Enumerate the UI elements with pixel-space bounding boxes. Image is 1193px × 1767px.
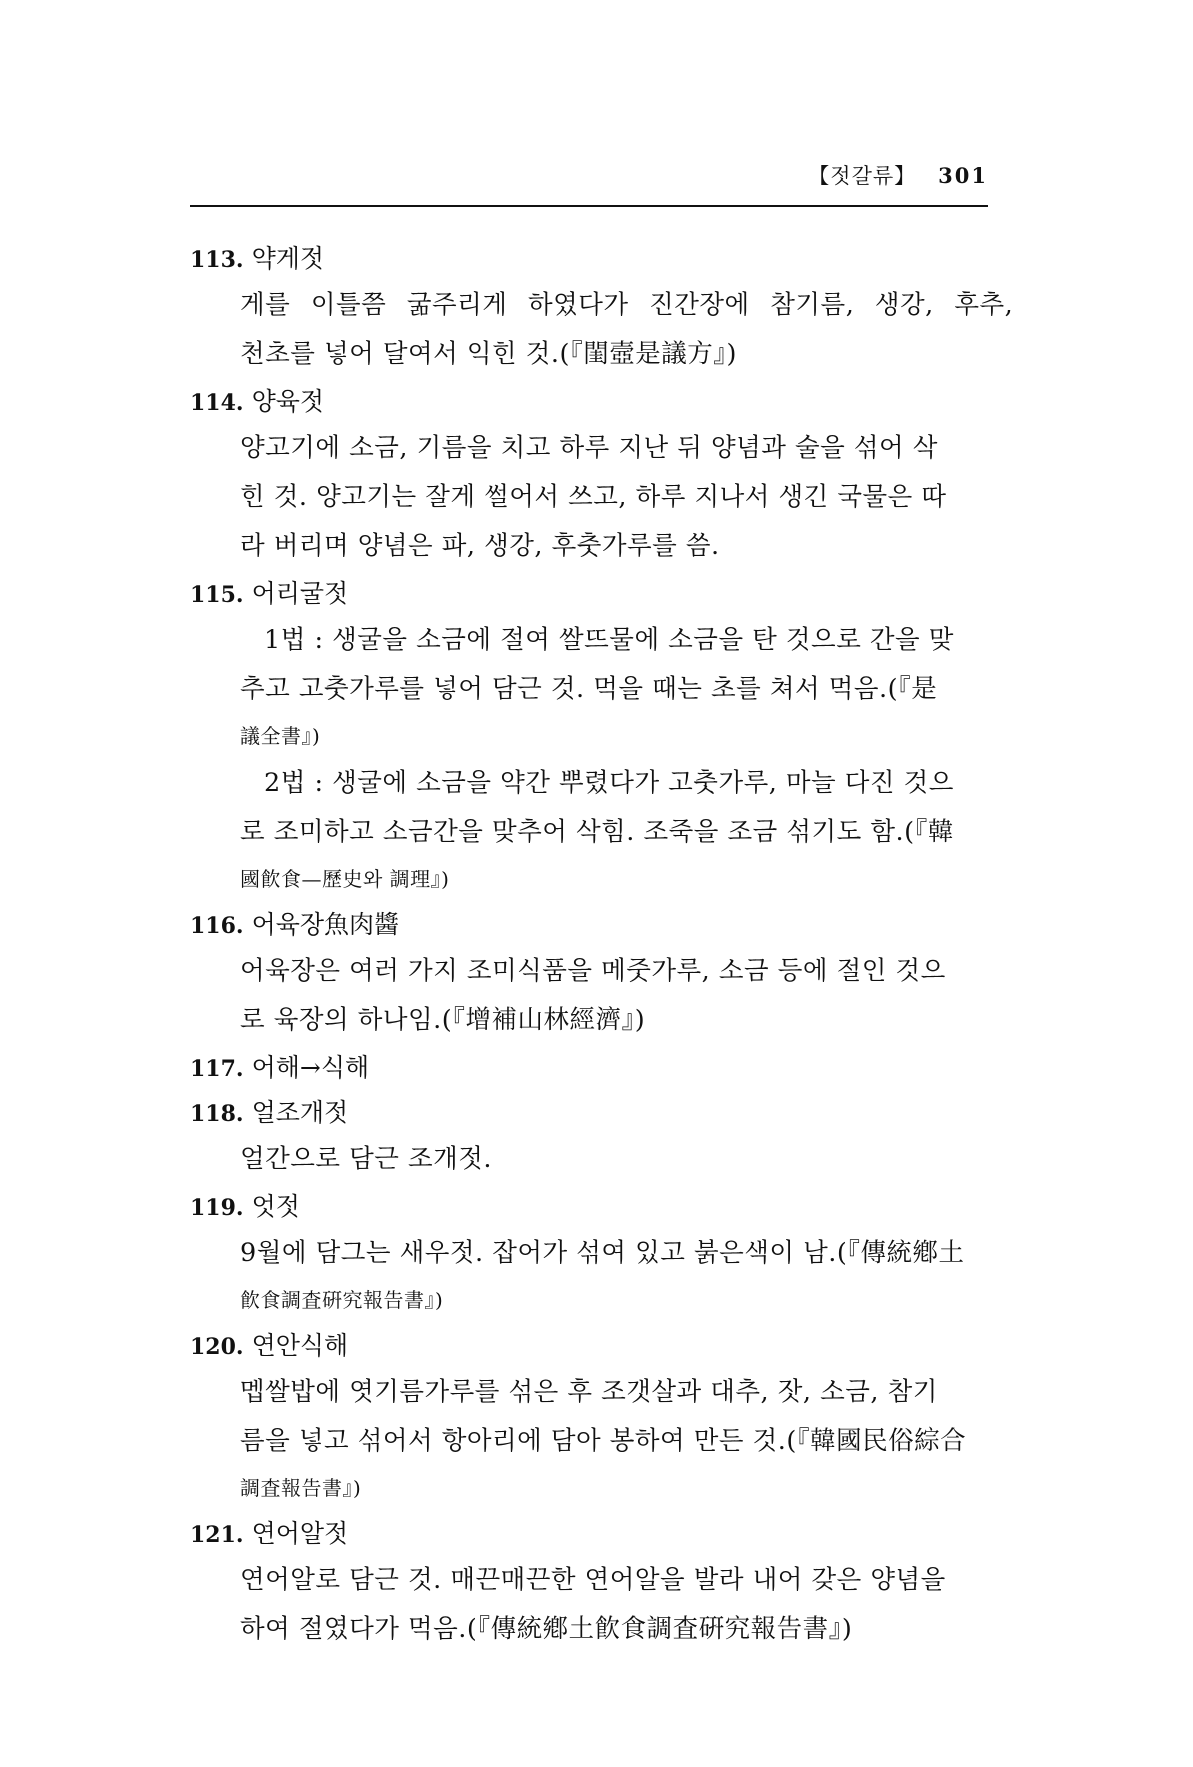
entry-text-line: 飮食調査硏究報告書』) [240,1288,444,1312]
entry-number: 114. [190,390,244,416]
entry-heading [190,379,990,424]
entry-121 [190,1511,990,1654]
entry-number: 117. [190,1056,244,1082]
entry-title: 어육장魚肉醬 [251,910,400,939]
entry-text-line: 로 조미하고 소금간을 맞추어 삭힘. 조죽을 조금 섞기도 함.(『韓 [240,817,954,847]
entry-text-line: 양고기에 소금, 기름을 치고 하루 지난 뒤 양념과 술을 섞어 삭 [240,433,938,463]
entry-heading [190,1184,990,1229]
header-rule [190,205,988,207]
section-title: 【젓갈류】 [808,164,917,188]
entry-title: 어해→식해 [251,1053,370,1082]
entry-text-line: 하여 절였다가 먹음.(『傳統鄕土飮食調査硏究報告書』) [240,1614,853,1644]
entry-title: 어리굴젓 [251,579,349,608]
entry-heading [190,1045,990,1090]
entry-title: 얼조개젓 [251,1098,349,1127]
entry-text-line: 게를 이틀쯤 굶주리게 하였다가 진간장에 참기름, 생강, 후추, [240,290,1014,320]
entry-heading [190,571,990,616]
entry-117 [190,1045,990,1090]
entry-text-line: 멥쌀밥에 엿기름가루를 섞은 후 조갯살과 대추, 잣, 소금, 참기 [240,1377,938,1407]
entry-text-line: 議全書』) [240,724,321,748]
entry-115 [190,571,990,902]
entry-title: 양육젓 [251,387,325,416]
entry-text-line: 國飮食—歷史와 調理』) [240,867,450,891]
entry-heading [190,1090,990,1135]
entry-text-line: 9월에 담그는 새우젓. 잡어가 섞여 있고 붉은색이 남.(『傳統鄕土 [240,1238,965,1268]
entry-text-line: 름을 넣고 섞어서 항아리에 담아 봉하여 만든 것.(『韓國民俗綜合 [240,1426,967,1456]
entry-heading [190,1323,990,1368]
entry-text-line: 어육장은 여러 가지 조미식품을 메줏가루, 소금 등에 절인 것으 [240,956,946,986]
entry-title: 연안식해 [251,1331,349,1360]
entry-title: 약게젓 [251,244,325,273]
entry-text-line: 천초를 넣어 달여서 익힌 것.(『閨壼是議方』) [240,339,737,369]
entry-number: 119. [190,1195,244,1221]
entry-text-line: 힌 것. 양고기는 잘게 썰어서 쓰고, 하루 지나서 생긴 국물은 따 [240,482,947,512]
entry-number: 115. [190,582,244,608]
page-number: 301 [938,163,988,188]
entry-heading [190,236,990,281]
entry-heading [190,1511,990,1556]
entry-120 [190,1323,990,1511]
entry-number: 120. [190,1334,244,1360]
entry-text-line: 調査報告書』) [240,1476,362,1500]
entry-number: 116. [190,913,244,939]
entry-text-line: 연어알로 담근 것. 매끈매끈한 연어알을 발라 내어 갖은 양념을 [240,1565,946,1595]
entry-119 [190,1184,990,1323]
entry-text-line: 2법 : 생굴에 소금을 약간 뿌렸다가 고춧가루, 마늘 다진 것으 [264,768,954,798]
entry-113 [190,236,1014,379]
entry-text-line: 1법 : 생굴을 소금에 절여 쌀뜨물에 소금을 탄 것으로 간을 맞 [264,625,954,655]
entry-text-line: 로 육장의 하나임.(『增補山林經濟』) [240,1005,646,1035]
entry-text-line: 라 버리며 양념은 파, 생강, 후춧가루를 씀. [240,531,720,561]
entry-number: 121. [190,1522,244,1548]
entry-heading [190,902,990,947]
entry-114 [190,379,990,571]
entry-number: 118. [190,1101,244,1127]
running-head [190,160,988,190]
entry-text-line: 얼간으로 담근 조개젓. [240,1144,493,1174]
entry-118 [190,1090,990,1184]
entry-title: 엇젓 [251,1192,300,1221]
entry-number: 113. [190,247,244,273]
entry-text-line: 추고 고춧가루를 넣어 담근 것. 먹을 때는 초를 쳐서 먹음.(『是 [240,674,938,704]
entry-list [190,236,1014,1654]
entry-title: 연어알젓 [251,1519,349,1548]
entry-116 [190,902,990,1045]
